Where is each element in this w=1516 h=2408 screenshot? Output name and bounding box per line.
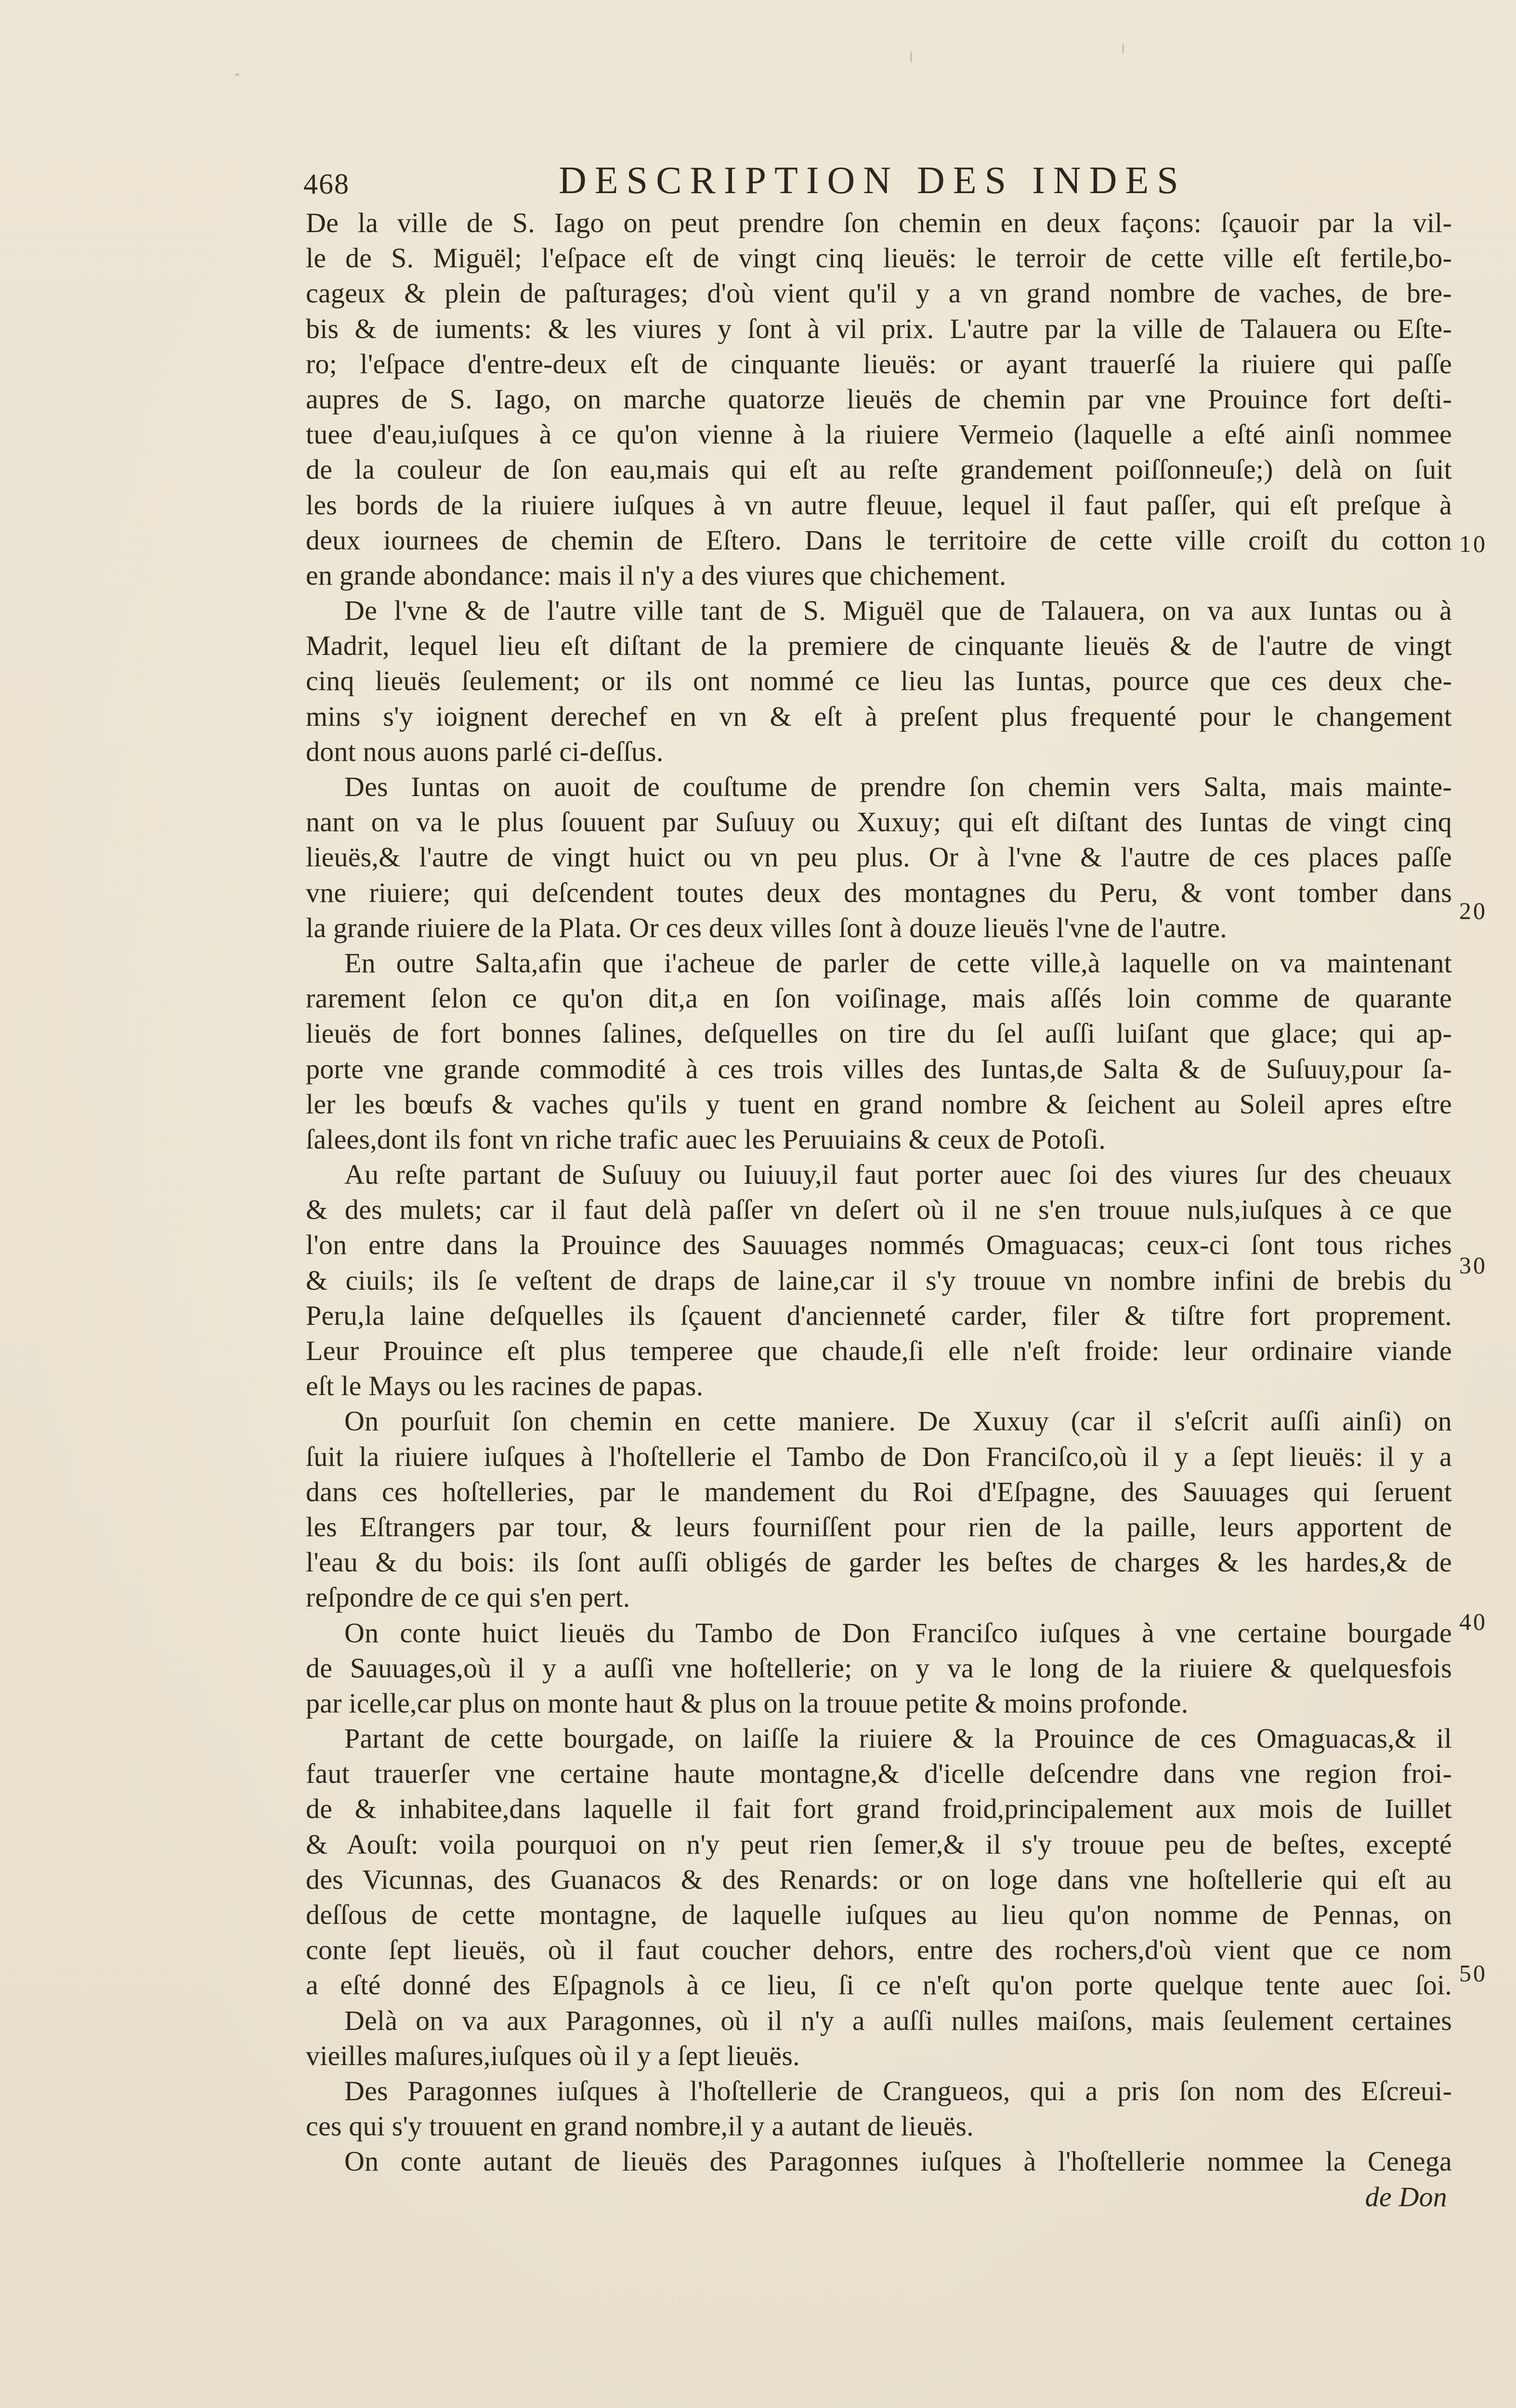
- text-line: des Vicunnas, des Guanacos & des Renards: or on loge dans vne hoſtellerie qui eſt au: [306, 1863, 1452, 1895]
- text-line: ſalees,dont ils font vn riche trafic auec les Peruuiains & ceux de Potoſi.: [306, 1123, 1106, 1155]
- text-line: le de S. Miguël; l'eſpace eſt de vingt cinq lieuës: le terroir de cette ville eſt fertile,bo-: [306, 242, 1452, 274]
- text-line: les bords de la riuiere iuſques à vn autre fleuue, lequel il faut paſſer, qui eſt preſque à: [306, 489, 1452, 521]
- text-line: En outre Salta,afin que i'acheue de parler de cette ville,à laquelle on va maintenant: [344, 947, 1452, 979]
- text-line: Des Paragonnes iuſques à l'hoſtellerie de Crangueos, qui a pris ſon nom des Eſcreui-: [344, 2075, 1452, 2107]
- text-line: ler les bœufs & vaches qu'ils y tuent en grand nombre & ſeichent au Soleil apres eſtre: [306, 1088, 1452, 1120]
- text-line: l'on entre dans la Prouince des Sauuages nommés Omaguacas; ceux-ci ſont tous riches: [306, 1229, 1452, 1261]
- ink-speck: [235, 73, 239, 76]
- text-line: & des mulets; car il faut delà paſſer vn deſert où il ne s'en trouue nuls,iuſques à ce que: [306, 1194, 1452, 1226]
- text-line: On pourſuit ſon chemin en cette maniere. De Xuxuy (car il s'eſcrit auſſi ainſi) on: [344, 1405, 1452, 1437]
- text-line: vieilles maſures,iuſques où il y a ſept lieuës.: [306, 2040, 800, 2071]
- text-line: de la couleur de ſon eau,mais qui eſt au reſte grandement poiſſonneuſe;) delà on ſuit: [306, 454, 1452, 485]
- text-line: mins s'y ioignent derechef en vn & eſt à preſent plus frequenté pour le changement: [306, 700, 1452, 732]
- text-line: eſt le Mays ou les racines de papas.: [306, 1370, 704, 1402]
- text-line: & Aouſt: voila pourquoi on n'y peut rien ſemer,& il s'y trouue peu de beſtes, excepté: [306, 1828, 1452, 1860]
- text-line: dont nous auons parlé ci-deſſus.: [306, 735, 664, 767]
- text-line: vne riuiere; qui deſcendent toutes deux des montagnes du Peru, & vont tomber dans: [306, 877, 1452, 908]
- text-line: Au reſte partant de Suſuuy ou Iuiuuy,il faut porter auec ſoi des viures ſur des cheuaux: [344, 1159, 1452, 1191]
- text-line: par icelle,car plus on monte haut & plus on la trouue petite & moins profonde.: [306, 1687, 1189, 1719]
- margin-line-number: 20: [1459, 897, 1487, 924]
- text-line: ces qui s'y trouuent en grand nombre,il y a autant de lieuës.: [306, 2110, 974, 2142]
- text-line: On conte huict lieuës du Tambo de Don Franciſco iuſques à vne certaine bourgade: [344, 1617, 1452, 1649]
- text-line: conte ſept lieuës, où il faut coucher dehors, entre des rochers,d'où vient que ce nom: [306, 1934, 1452, 1966]
- text-line: cageux & plein de paſturages; d'où vient qu'il y a vn grand nombre de vaches, de bre-: [306, 277, 1452, 309]
- margin-line-number: 50: [1459, 1960, 1487, 1987]
- text-line: Madrit, lequel lieu eſt diſtant de la premiere de cinquante lieuës & de l'autre de vingt: [306, 630, 1452, 662]
- text-line: bis & de iuments: & les viures y ſont à vil prix. L'autre par la ville de Talauera ou Eſte-: [306, 313, 1452, 344]
- text-line: aupres de S. Iago, on marche quatorze lieuës de chemin par vne Prouince fort deſti-: [306, 383, 1452, 415]
- margin-line-number: 30: [1459, 1252, 1487, 1279]
- text-line: Peru,la laine deſquelles ils ſçauent d'ancienneté carder, filer & tiſtre fort proprement.: [306, 1299, 1452, 1331]
- text-line: On conte autant de lieuës des Paragonnes iuſques à l'hoſtellerie nommee la Cenega: [344, 2146, 1452, 2177]
- text-line: deſſous de cette montagne, de laquelle iuſques au lieu qu'on nomme de Pennas, on: [306, 1899, 1452, 1930]
- text-line: cinq lieuës ſeulement; or ils ont nommé ce lieu las Iuntas, pource que ces deux che-: [306, 665, 1452, 697]
- text-line: & ciuils; ils ſe veſtent de draps de laine,car il s'y trouue vn nombre infini de brebis du: [306, 1264, 1452, 1296]
- text-line: porte vne grande commodité à ces trois villes des Iuntas,de Salta & de Suſuuy,pour ſa-: [306, 1053, 1452, 1085]
- page-number: 468: [303, 168, 350, 200]
- text-line: de Sauuages,où il y a auſſi vne hoſtellerie; on y va le long de la riuiere & quelquesfois: [306, 1652, 1452, 1684]
- text-line: lieuës de fort bonnes ſalines, deſquelles on tire du ſel auſſi luiſant que glace; qui ap-: [306, 1018, 1452, 1049]
- margin-line-number: 10: [1459, 530, 1487, 557]
- ink-speck: [1122, 43, 1124, 54]
- text-line: De la ville de S. Iago on peut prendre ſon chemin en deux façons: ſçauoir par la vil-: [306, 207, 1452, 238]
- text-line: ro; l'eſpace d'entre-deux eſt de cinquante lieuës: or ayant trauerſé la riuiere qui paſſe: [306, 348, 1452, 380]
- page-title: DESCRIPTION DES INDES: [559, 159, 1187, 202]
- text-line: lieuës,& l'autre de vingt huict ou vn peu plus. Or à l'vne & l'autre de ces places paſſe: [306, 841, 1452, 873]
- margin-line-number: 40: [1459, 1608, 1487, 1635]
- body-text: [306, 205, 1452, 2214]
- text-line: Leur Prouince eſt plus temperee que chaude,ſi elle n'eſt froide: leur ordinaire viande: [306, 1335, 1452, 1366]
- text-line: faut trauerſer vne certaine haute montagne,& d'icelle deſcendre dans vne region froi-: [306, 1758, 1452, 1790]
- text-line: Partant de cette bourgade, on laiſſe la riuiere & la Prouince de ces Omaguacas,& il: [344, 1723, 1452, 1754]
- text-line: deux iournees de chemin de Eſtero. Dans le territoire de cette ville croiſt du cotton: [306, 524, 1452, 556]
- text-line: nant on va le plus ſouuent par Suſuuy ou Xuxuy; qui eſt diſtant des Iuntas de vingt cinq: [306, 806, 1452, 838]
- text-line: a eſté donné des Eſpagnols à ce lieu, ſi ce n'eſt qu'on porte quelque tente auec ſoi.: [306, 1969, 1452, 2001]
- text-line: l'eau & du bois: ils ſont auſſi obligés de garder les beſtes de charges & les hardes,& de: [306, 1546, 1452, 1578]
- text-line: ſuit la riuiere iuſques à l'hoſtellerie el Tambo de Don Franciſco,où il y a ſept lieuës: il y a: [306, 1440, 1452, 1472]
- text-line: reſpondre de ce qui s'en pert.: [306, 1582, 630, 1613]
- text-line: de & inhabitee,dans laquelle il fait fort grand froid,principalement aux mois de Iuillet: [306, 1793, 1452, 1825]
- text-line: la grande riuiere de la Plata. Or ces deux villes ſont à douze lieuës l'vne de l'autre.: [306, 912, 1227, 943]
- text-line: De l'vne & de l'autre ville tant de S. Miguël que de Talauera, on va aux Iuntas ou à: [344, 595, 1452, 627]
- running-head: [303, 159, 1459, 212]
- text-line: Delà on va aux Paragonnes, où il n'y a auſſi nulles maiſons, mais ſeulement certaines: [344, 2004, 1452, 2036]
- ink-speck: [910, 51, 912, 63]
- text-line: rarement ſelon ce qu'on dit,a en ſon voiſinage, mais aſſés loin comme de quarante: [306, 982, 1452, 1014]
- text-line: dans ces hoſtelleries, par le mandement du Roi d'Eſpagne, des Sauuages qui ſeruent: [306, 1476, 1452, 1507]
- catchword: de Don: [1365, 2181, 1447, 2212]
- text-line: Des Iuntas on auoit de couſtume de prendre ſon chemin vers Salta, mais mainte-: [344, 771, 1452, 802]
- text-line: les Eſtrangers par tour, & leurs fourniſſent pour rien de la paille, leurs apportent de: [306, 1511, 1452, 1543]
- text-line: en grande abondance: mais il n'y a des viures que chichement.: [306, 559, 1006, 591]
- text-line: tuee d'eau,iuſques à ce qu'on vienne à la riuiere Vermeio (laquelle a eſté ainſi nommee: [306, 419, 1452, 450]
